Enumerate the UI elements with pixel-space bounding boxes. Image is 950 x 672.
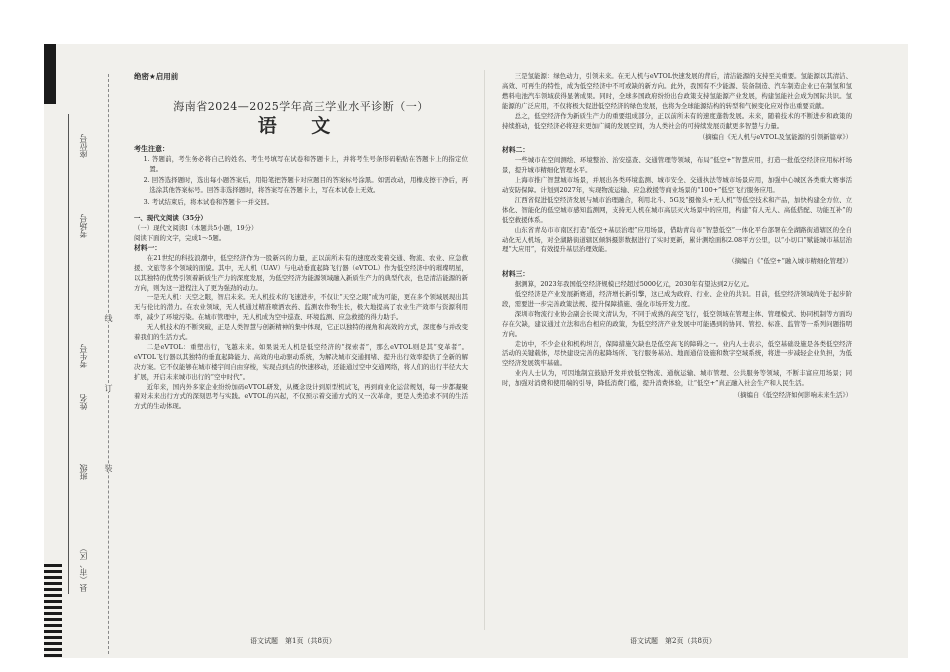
section-heading: 一、现代文阅读（35分） bbox=[134, 214, 207, 223]
note-item: 2. 回答选择题时，选出每小题答案后，用铅笔把答题卡对应题目的答案标号涂黑。如需改动，用橡皮擦干净后，再选涂其他答案标号。回答非选择题时，将答案写在答题卡上，写在本试卷上无效。 bbox=[143, 176, 468, 195]
paragraph: 走访中，不少企业和机构坦言，保障措施欠缺也是低空高飞的障碍之一。业内人士表示，低空基础设施是各类低空经济活动的关键载体，尽快建设完善的起降场所、飞行服务基站、地面通信设施和数字空域系统，将进一步减轻企业负担，为低空经济发展筑牢基础。 bbox=[502, 339, 852, 368]
notes-title: 考生注意： bbox=[134, 143, 169, 153]
cut-mark-mount: 装 bbox=[104, 464, 113, 472]
paragraph: 深圳市物流行业协会副会长周文清认为，不同于成熟的高空飞行，低空领域在管理主体、管理模式、协同机制等方面均存在欠缺，建议通过立法和出台相应的政策，为低空经济产业发展中可能遇到的协同、管控、标准、监管等一系列问题指明方向。 bbox=[502, 309, 852, 338]
subsection-heading: （一）现代文阅读Ⅰ（本题共5小题，19分） bbox=[134, 224, 258, 233]
source-citation: （摘编自《无人机与eVTOL及氢能源的引领新篇章》） bbox=[698, 133, 852, 142]
paragraph: 低空经济是产业发展新赛道，经济增长新引擎，这已成为政府、行业、企业的共识。目前，低空经济领域尚处于起步阶段，需要进一步完善政策法规、提升保障措施、强化市场开发力度。 bbox=[502, 290, 852, 308]
paragraph: 江西省促进低空经济发展与城市治理融合，利用北斗、5G及“摄像头+无人机”等低空技术和产品，加快构建全方位、立体化、智能化的低空城市感知监测网，支持无人机在城市高层灭火场景中的应用，构建“有人无人、高低搭配、功能互补”的低空救援体系。 bbox=[502, 195, 852, 224]
material-2-label: 材料二： bbox=[502, 146, 530, 155]
binding-stripes bbox=[44, 564, 62, 658]
class-field: 班级 bbox=[79, 464, 88, 480]
page-2-footer: 语文试题 第2页（共8页） bbox=[630, 637, 716, 645]
material-3-label: 材料三： bbox=[502, 270, 530, 279]
binding-black-bar bbox=[44, 44, 56, 104]
county-field: 县（市、区） bbox=[79, 544, 88, 592]
paragraph: 三是氢能源：绿色动力，引领未来。在无人机与eVTOL快速发展的背后，清洁能源的支持至关重要。氢能源以其清洁、高效、可再生的特性，成为低空经济中不可或缺的新方向。此外，我国有不少能源、装备制造、汽车制造企业已在制氢和氢燃料电池汽车领域获得显著成果。同时，全球多国政府纷纷出台政策支持氢能源产业发展，构建氢能社会成为国际共识。氢能源的广泛应用，不仅将极大促进低空经济的绿色发展，也将为全球能源结构的转型和气候变化应对作出重要贡献。 bbox=[502, 72, 852, 110]
confidential-label: 绝密★启用前 bbox=[134, 72, 179, 81]
exam-title: 海南省2024—2025学年高三学业水平诊断（一） bbox=[173, 99, 429, 113]
source-citation: （摘编自《“低空+”融入城市精细化管理》） bbox=[728, 257, 852, 266]
paragraph: 二是eVTOL：重塑出行，飞越未来。如果说无人机是低空经济的“探索者”，那么eVTOL则是其“变革者”。eVTOL飞行器以其独特的垂直起降能力、高效的电动驱动系统，为解决城市交通拥堵、提升出行效率提供了全新的解决方案。它不仅能够在城市楼宇间自由穿梭，实现点到点的快速移动，还能通过空中交通网络，将人们的出行半径大大扩展，开启未来城市出行的“空中时代”。 bbox=[134, 342, 468, 381]
paragraph: 无人机技术的不断突破，正是人类智慧与创新精神的集中体现，它正以独特的视角和高效的方式，深度参与并改变着我们的生活方式。 bbox=[134, 323, 468, 342]
paragraph: 据测算，2023年我国低空经济规模已经超过5000亿元，2030年有望达到2万亿元。 bbox=[514, 280, 753, 289]
reading-instruction: 阅读下面的文字，完成1～5题。 bbox=[134, 233, 226, 242]
page-divider bbox=[484, 70, 485, 630]
paragraph: 一是无人机：天空之眼，智启未来。无人机技术的飞速进步，不仅让“天空之眼”成为可能，更在多个领域展现出其无与伦比的潜力。在农业领域，无人机通过精准喷洒农药、监测农作物生长，极大地提高了农业生产效率与资源利用率，减少了环境污染。在城市管理中，无人机成为空中巡查、环境监测、应急救援的得力助手。 bbox=[134, 293, 468, 322]
note-item: 1. 答题前，考生务必将自己的姓名、考生号填写在试卷和答题卡上，并将考生号条形码粘贴在答题卡上的指定位置。 bbox=[143, 154, 468, 173]
exam-room-field: 考场号 bbox=[79, 214, 88, 238]
page-1-footer: 语文试题 第1页（共8页） bbox=[250, 637, 336, 645]
page-1 bbox=[134, 72, 468, 412]
candidate-number-field: 考生号 bbox=[79, 344, 88, 368]
paragraph: 在21世纪的科技浪潮中，低空经济作为一股新兴的力量，正以前所未有的速度改变着交通、物流、农业、应急救援、文旅等多个领域的面貌。其中，无人机（UAV）与电动垂直起降飞行器（eVTOL）作为低空经济中的璀璨明星，以其独特的优势引领着新质生产力的深度发展，为低空经济为能源领域融入新质生产力的典型代表，也是清洁能源的新方向，则为这一进程注入了更为强劲的动力。 bbox=[134, 253, 468, 292]
material-1-label: 材料一： bbox=[134, 243, 162, 252]
binding-rule bbox=[68, 114, 69, 594]
subject-title: 语 文 bbox=[257, 114, 345, 137]
seat-number-label: 座位号 bbox=[79, 134, 88, 158]
cut-line bbox=[108, 74, 109, 654]
paragraph: 一些城市在空间测绘、环境整治、治安巡查、交通管理等领域，布局“低空+”智慧应用，打造一批低空经济应用标杆场景，提升城市精细化管理水平。 bbox=[502, 156, 852, 175]
note-item: 3. 考试结束后，将本试卷和答题卡一并交回。 bbox=[143, 198, 274, 207]
name-field: 姓名 bbox=[79, 394, 88, 410]
paragraph: 山东省青岛市市南区打造“低空+基层治理”应用场景，借助青岛市“智慧低空”一体化平台部署在全湖路街道辖区的全自动化无人机场，对全湖路街道辖区倾斜摄影数据进行了实时更新，累计测绘面积2.08平方公里，以“小切口”赋能城市基层治理“大应用”，有效提升基层治理效能。 bbox=[502, 225, 852, 254]
paragraph: 总之，低空经济作为新质生产力的重要组成部分，正以前所未有的速度蓬勃发展。未来，随着技术的不断进步和政策的持续推动，低空经济必将迎来更加广阔的发展空间，为人类社会的可持续发展贡献更多智慧与力量。 bbox=[502, 111, 852, 130]
cut-mark-line: 线 bbox=[104, 314, 113, 322]
page-2 bbox=[502, 72, 852, 404]
paragraph: 业内人士认为，可因地制宜鼓励开发并放低空物流、通航运输、城市管理、公共服务等领域，不断丰富应用场景；同时，加强对消费和使用端的引导，降低消费门槛，提升消费体验，让“低空+”真正融入社会生产和人民生活。 bbox=[502, 369, 852, 388]
paragraph: 上海市推广智慧城市场景，并展出各类环境监测、城市安全、交通执法等城市场景应用，加强中心城区各类重大赛事活动安防保障。计划到2027年，实现物流运输、应急救援等商业场景的“100+”低空飞行服务应用。 bbox=[502, 176, 852, 194]
binding-strip bbox=[44, 44, 130, 658]
paragraph: 近年来，国内外多家企业纷纷加码eVTOL研发，从概念设计到原型机试飞，再到商业化运营规划，每一步都凝聚着对未来出行方式的深刻思考与实践。eVTOL的兴起，不仅预示着交通方式的又一次革命，更是人类追求不同的生活方式的生动体现。 bbox=[134, 382, 468, 411]
cut-mark-bind: 订 bbox=[104, 384, 113, 392]
source-citation: （摘编自《低空经济如何影响未来生活》） bbox=[733, 391, 852, 400]
